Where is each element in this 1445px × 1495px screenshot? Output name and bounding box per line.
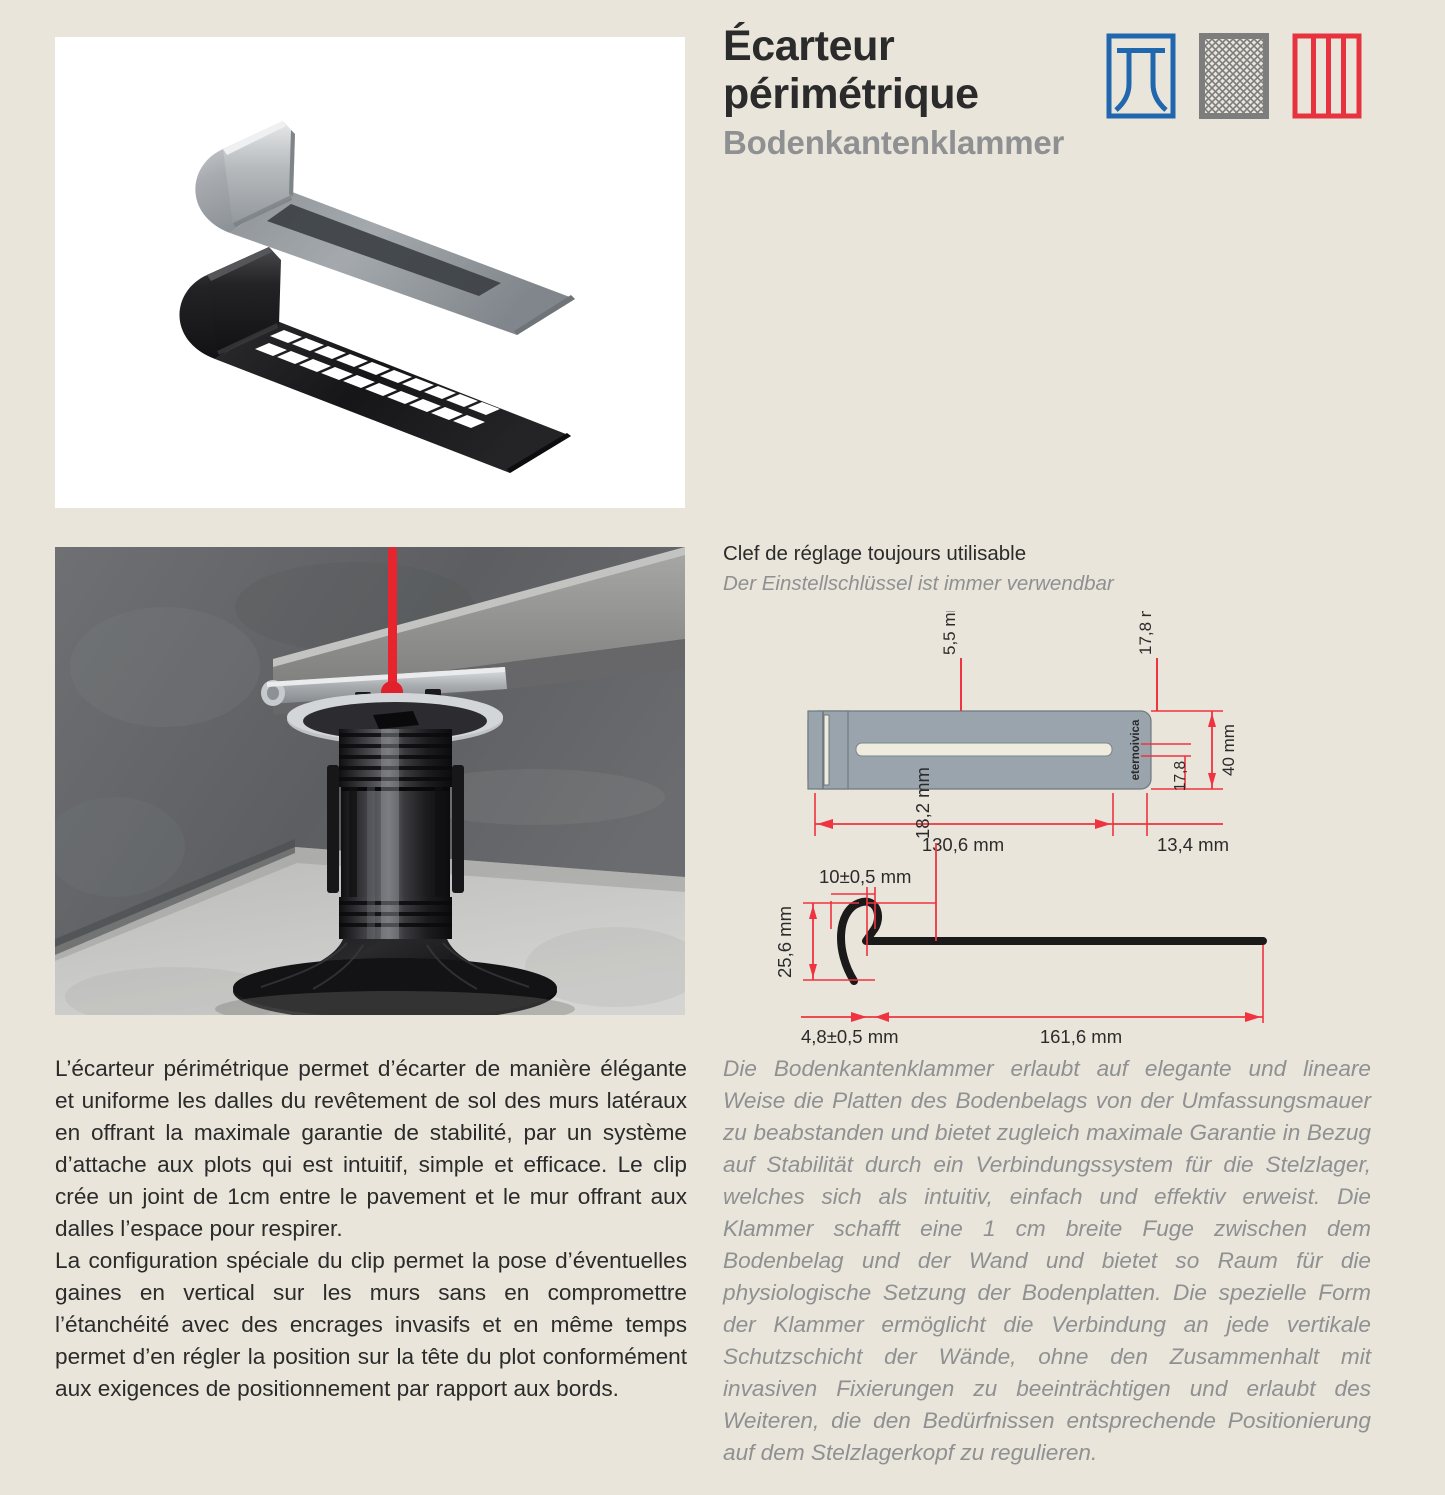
page-subtitle: Bodenkantenklammer [723,124,1065,162]
dim-length-main-label: 130,6 mm [921,834,1005,856]
installation-photo-illustration [55,547,685,1015]
dim-length-tail-label: 13,4 mm [1157,834,1229,856]
technical-drawing-section [723,540,1423,1048]
brand-mark: eternoivica [1130,719,1142,781]
drawings [723,611,1423,1051]
product-photo [55,37,685,508]
dimension-drawings-svg [723,611,1423,1051]
dim-blade-length-label: 161,6 mm [1039,1026,1123,1048]
dim-offset-top-label: 17,8 mm [1136,611,1155,656]
dim-hook-inner-label: 18,2 mm [912,767,933,840]
description-de-paragraph-1: Die Bodenkantenklammer erlaubt auf elegante und lineare Weise die Platten des Bodenbelags von der Umfassungsmauer zu beabstanden und bietet zugleich maximale Garantie in Bezug auf Stabilität durch ein Verbindungssystem für die Stelzlager, welches sich als intuitiv, einfach und effektiv erweist. Die Klammer schafft eine 1 cm breite Fuge zwischen dem Bodenbelag und der Wand und bietet so Raum für die physiologische Setzung der Bodenplatten. Die spezielle Form der Klammer ermöglicht die Verbindung an jede vertikale Schutzschicht der Wände, ohne den Zusammenhalt mit invasiven Fixierungen zu beeinträchtigen und erlaubt des Weiteren, die den Bedürfnissen entsprechende Positionierung auf dem Stelzlagerkopf zu regulieren. [723,1056,1371,1465]
dim-offset-bottom-label: 17,8 [1172,761,1189,792]
mesh-grid-icon [1198,32,1270,120]
installation-photo [55,547,685,1015]
application-icon-row [1105,32,1363,120]
tech-caption-fr: Clef de réglage toujours utilisable [723,542,1027,565]
header [723,22,1423,202]
dim-material-thickness-label: 4,8±0,5 mm [801,1026,899,1048]
top-view-drawing [808,611,1238,855]
description-fr [55,1053,687,1405]
dim-hook-width-label: 10±0,5 mm [819,866,912,888]
product-photo-illustration [55,37,685,508]
pedestal-support-icon [1105,32,1177,120]
description-fr-paragraph-2: La configuration spéciale du clip permet la pose d’éventuelles gaines en vertical sur les murs sans en compromettre l’étanchéité avec des encrages invasifs et en même temps permet d’en régler la position sur la tête du plot conformément aux exigences de positionnement par rapport aux bords. [55,1247,687,1401]
decking-slats-icon [1291,32,1363,120]
page-title: Écarteur périmétrique [723,22,979,119]
dim-thickness-label: 5,5 mm [940,611,959,656]
description-fr-paragraph-1: L’écarteur périmétrique permet d’écarter de manière élégante et uniforme les dalles du revêtement de sol des murs latéraux en offrant la maximale garantie de stabilité, par un système d’attache aux plots qui est intuitif, simple et efficace. Le clip crée un joint de 1cm entre le pavement et le mur offrant aux dalles l’espace pour respirer. [55,1056,687,1241]
description-de [723,1053,1371,1469]
tech-caption-de: Der Einstellschlüssel ist immer verwendbar [723,571,1114,595]
title-block [723,22,1123,162]
dim-height-total-label: 40 mm [1219,724,1238,777]
dim-hook-height-label: 25,6 mm [774,906,795,979]
side-profile-drawing [774,767,1263,1047]
